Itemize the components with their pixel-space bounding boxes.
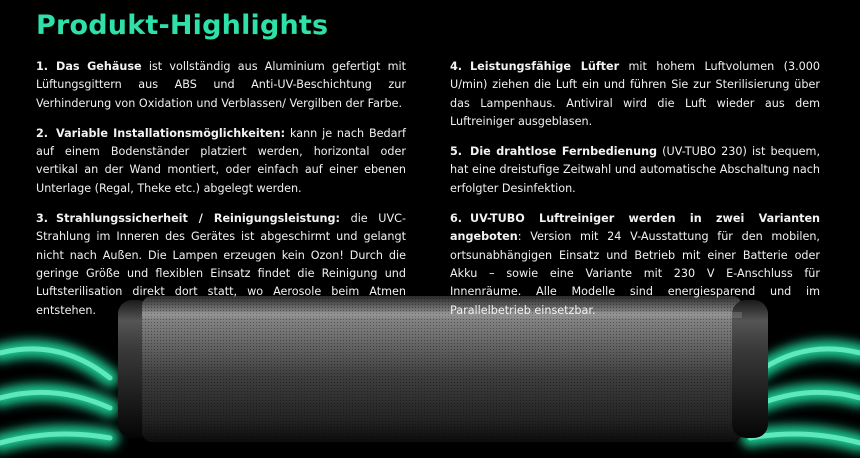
highlight-item xyxy=(36,210,406,320)
item-text: kann je nach Bedarf auf einem Bodenständer platziert werden, horizontal oder vertikal an der Wand montiert, oder einfach auf einer ebenen Unterlage (Regal, Theke etc.) abgelegt werden. xyxy=(36,126,406,195)
highlight-item xyxy=(450,58,820,131)
highlight-item xyxy=(450,143,820,198)
item-text: (UV-TUBO 230) ist bequem, hat eine dreistufige Zeitwahl und automatische Abschaltung nach erfolgter Desinfektion. xyxy=(450,145,820,195)
highlights-left-column xyxy=(36,58,406,332)
item-number: 6. xyxy=(450,212,463,226)
item-heading: Strahlungssicherheit / Reinigungsleistung: xyxy=(56,212,340,226)
item-heading: Das Gehäuse xyxy=(56,60,142,73)
item-heading: Leistungsfähige Lüfter xyxy=(470,60,620,73)
highlight-item xyxy=(450,210,820,320)
item-heading: Die drahtlose Fernbedienung xyxy=(470,145,658,159)
item-number: 2. xyxy=(36,126,49,140)
item-text: ist vollständig aus Aluminium gefertigt mit Lüftungsgittern aus ABS und Anti-UV-Beschichtung zur Verhinderung von Oxidation und Verblassen/ Vergilben der Farbe. xyxy=(36,60,407,110)
highlights-right-column xyxy=(450,58,820,332)
item-text: mit hohem Luftvolumen (3.000 U/min) ziehen die Luft ein und führen Sie zur Sterilisierung über das Lampenhaus. Antiviral wird die Luft wieder aus dem Luftreiniger ausgeblasen. xyxy=(450,60,820,128)
item-heading: Variable Installationsmöglichkeiten: xyxy=(56,126,286,140)
item-heading: UV-TUBO Luftreiniger werden in zwei Varianten angeboten xyxy=(450,212,820,244)
highlight-item xyxy=(36,58,406,113)
highlight-item xyxy=(36,125,406,198)
page-title: Produkt-Highlights xyxy=(36,10,329,41)
item-number: 4. xyxy=(450,60,463,73)
item-number: 5. xyxy=(450,145,463,159)
item-text: : Version mit 24 V-Ausstattung für den mobilen, ortsunabhängigen Einsatz und Betrieb mit einer Batterie oder Akku – sowie eine Variante mit 230 V E-Anschluss für Innenräume. Alle Modelle sind energiesparend und im Parallelbetrieb einsetzbar. xyxy=(450,230,820,317)
item-number: 3. xyxy=(36,212,49,226)
item-number: 1. xyxy=(36,60,49,73)
item-text: die UVC-Strahlung im Inneren des Gerätes ist abgeschirmt und gelangt nicht nach Außen. Die Lampen erzeugen kein Ozon! Durch die geringe Größe und flexiblen Einsatz findet die Reinigung und Luftsterilisation direkt dort statt, wo Aerosole beim Atmen entstehen. xyxy=(36,212,406,317)
